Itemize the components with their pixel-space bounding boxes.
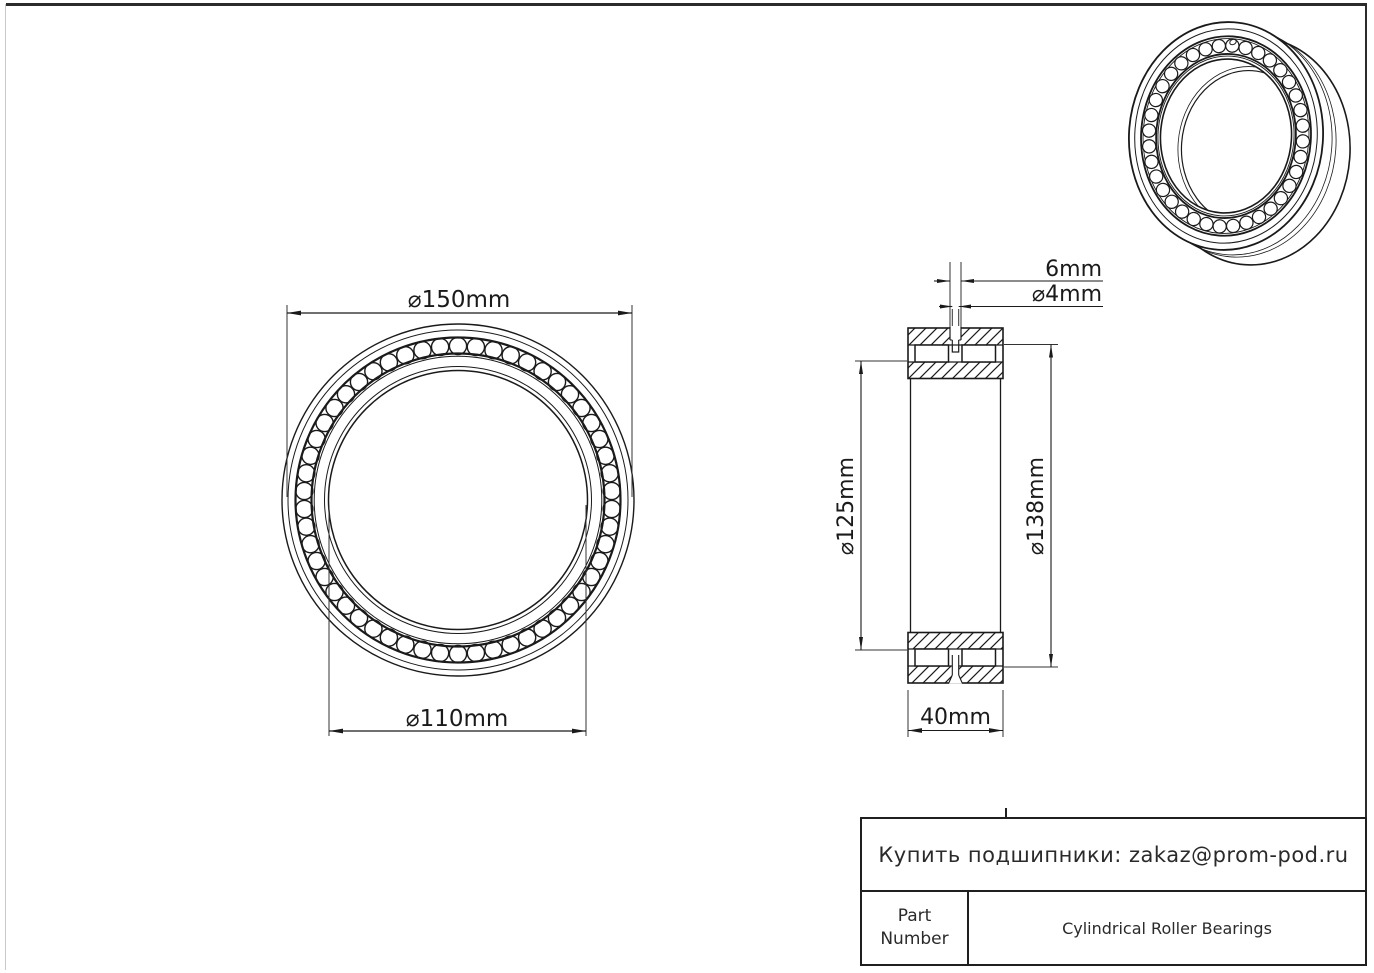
isometric-view [1121,16,1357,272]
groove-width-label: 6mm [1045,257,1102,282]
product-type-cell [969,892,1365,964]
hole-diameter-dimension [939,305,1103,327]
front-od-label: ⌀150mm [407,287,511,313]
part-number-label: Part Number [880,906,949,949]
front-view [282,287,634,736]
product-type-label: Cylindrical Roller Bearings [1062,918,1272,938]
hole-diameter-label: ⌀4mm [1031,282,1102,307]
inner-raceway-dimension [855,361,907,650]
section-width-label: 40mm [920,705,991,730]
contact-row [862,819,1365,892]
part-number-cell [862,892,969,964]
front-view-rollers [296,337,621,662]
section-view [834,257,1103,737]
contact-text: Купить подшипники: zakaz@prom-pod.ru [878,842,1349,867]
inner-raceway-label: ⌀125mm [834,456,859,556]
title-block [860,817,1367,966]
lubrication-groove-top [950,327,961,352]
front-bore-label: ⌀110mm [405,706,509,732]
outer-raceway-label: ⌀138mm [1024,456,1049,556]
